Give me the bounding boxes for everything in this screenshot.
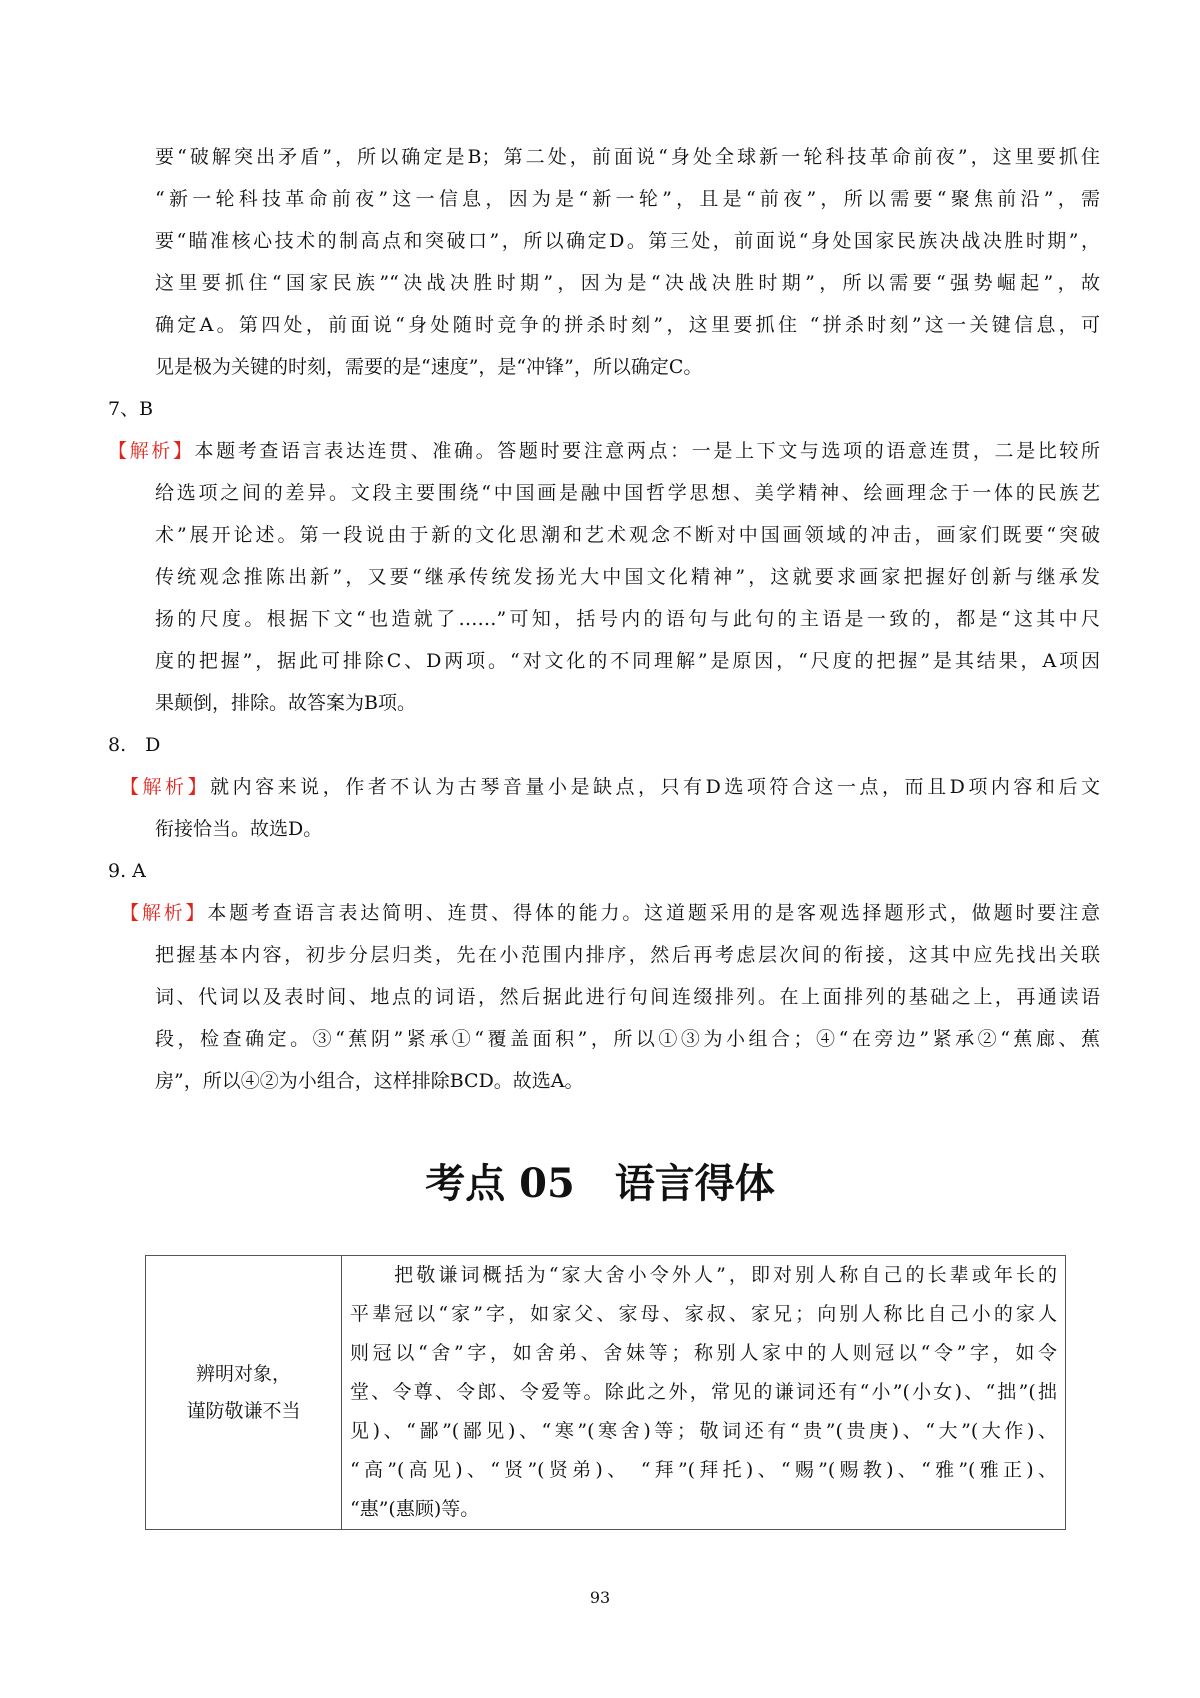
paragraph-line: “新一轮科技革命前夜”这一信息，因为是“新一轮”，且是“前夜”，所以需要“聚焦前沿”，需	[155, 188, 1100, 210]
analysis-tag: 【解析】	[120, 902, 208, 924]
analysis-line: 把握基本内容，初步分层归类，先在小范围内排序，然后再考虑层次间的衔接，这其中应先找出关联	[155, 944, 1100, 966]
category-line: 谨防敬谦不当	[186, 1399, 301, 1422]
section-heading: 考点 05 语言得体	[425, 1160, 775, 1207]
paragraph-line: 这里要抓住“国家民族”“决战决胜时期”，因为是“决战决胜时期”，所以需要“强势崛起”，故	[155, 272, 1100, 294]
concept-table	[145, 1255, 1066, 1530]
table-category-cell	[146, 1256, 342, 1530]
analysis-line: 词、代词以及表时间、地点的词语，然后据此进行句间连缀排列。在上面排列的基础之上，再通读语	[155, 986, 1100, 1008]
analysis-first-line	[108, 430, 1100, 472]
content-line: 堂、令尊、令郎、令爱等。除此之外，常见的谦词还有“小”(小女)、“拙”(拙	[350, 1381, 1057, 1403]
content-line: 见)、“鄙”(鄙见)、“寒”(寒舍)等；敬词还有“贵”(贵庚)、“大”(大作)、	[350, 1420, 1057, 1442]
analysis-text: 本题考查语言表达连贯、准确。答题时要注意两点：一是上下文与选项的语意连贯，二是比较所	[194, 440, 1100, 462]
paragraph-line: 要“破解突出矛盾”，所以确定是B；第二处，前面说“身处全球新一轮科技革命前夜”，这里要抓住	[155, 146, 1100, 168]
page-number: 93	[589, 1588, 611, 1607]
analysis-text: 就内容来说，作者不认为古琴音量小是缺点，只有D选项符合这一点，而且D项内容和后文	[210, 776, 1100, 798]
analysis-tag: 【解析】	[120, 776, 211, 798]
analysis-first-line	[120, 766, 1100, 808]
answer-number: 9. A	[108, 860, 146, 882]
content-line: “高”(高见)、“贤”(贤弟)、 “拜”(拜托)、“赐”(赐教)、“雅”(雅正)、	[350, 1459, 1057, 1481]
analysis-tag: 【解析】	[108, 440, 195, 462]
analysis-line: 房”，所以④②为小组合，这样排除BCD。故选A。	[155, 1070, 584, 1092]
content-line: 则冠以“舍”字，如舍弟、舍妹等；称别人家中的人则冠以“令”字，如令	[350, 1342, 1057, 1364]
analysis-text: 本题考查语言表达简明、连贯、得体的能力。这道题采用的是客观选择题形式，做题时要注意	[207, 902, 1100, 924]
paragraph-line: 要“瞄准核心技术的制高点和突破口”，所以确定D。第三处，前面说“身处国家民族决战决胜时期”，	[155, 230, 1100, 252]
category-line: 辨明对象，	[195, 1362, 291, 1385]
paragraph-line: 见是极为关键的时刻，需要的是“速度”，是“冲锋”，所以确定C。	[155, 356, 703, 378]
analysis-line: 术”展开论述。第一段说由于新的文化思潮和艺术观念不断对中国画领域的冲击，画家们既要“突破	[155, 524, 1100, 546]
table-content-cell	[342, 1256, 1066, 1530]
analysis-line: 传统观念推陈出新”，又要“继承传统发扬光大中国文化精神”，这就要求画家把握好创新与继承发	[155, 566, 1100, 588]
analysis-line: 度的把握”，据此可排除C、D两项。“对文化的不同理解”是原因，“尺度的把握”是其结果，A项因	[155, 650, 1100, 672]
content-line: 把敬谦词概括为“家大舍小令外人”，即对别人称自己的长辈或年长的	[350, 1264, 1057, 1286]
content-line: 平辈冠以“家”字，如家父、家母、家叔、家兄；向别人称比自己小的家人	[350, 1303, 1057, 1325]
analysis-line: 段，检查确定。③“蕉阴”紧承①“覆盖面积”，所以①③为小组合；④“在旁边”紧承②“蕉廊、蕉	[155, 1028, 1100, 1050]
answer-number: 7、B	[108, 398, 154, 420]
content-line: “惠”(惠顾)等。	[350, 1498, 480, 1520]
analysis-first-line	[120, 892, 1100, 934]
paragraph-line: 确定A。第四处，前面说“身处随时竞争的拼杀时刻”，这里要抓住 “拼杀时刻”这一关键信息，可	[155, 314, 1100, 336]
analysis-line: 给选项之间的差异。文段主要围绕“中国画是融中国哲学思想、美学精神、绘画理念于一体的民族艺	[155, 482, 1100, 504]
analysis-line: 衔接恰当。故选D。	[155, 818, 323, 840]
analysis-line: 扬的尺度。根据下文“也造就了……”可知，括号内的语句与此句的主语是一致的，都是“这其中尺	[155, 608, 1100, 630]
answer-number: 8. D	[108, 734, 161, 756]
analysis-line: 果颠倒，排除。故答案为B项。	[155, 692, 416, 714]
